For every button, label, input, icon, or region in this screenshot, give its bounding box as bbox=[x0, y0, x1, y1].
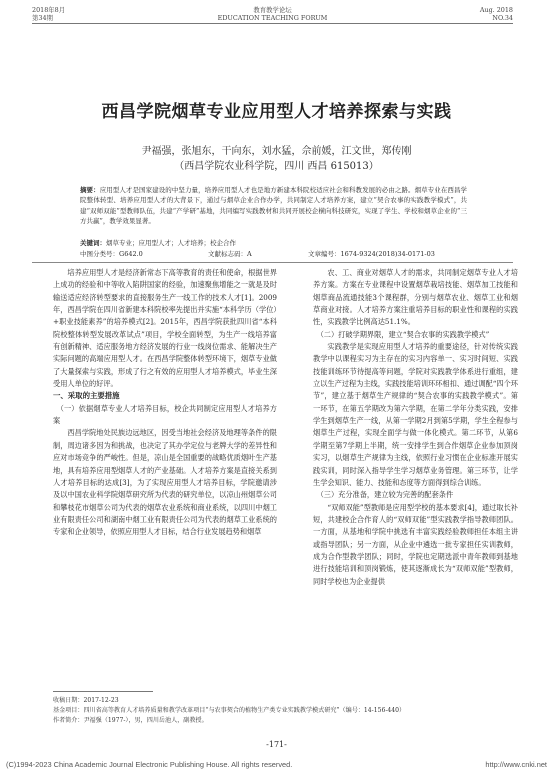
keywords-text: 烟草专业；应用型人才；人才培养；校企合作 bbox=[106, 239, 236, 247]
section-heading: 一、采取的主要措施 bbox=[53, 391, 120, 401]
body-paragraph: 培养应用型人才是经济新常态下高等教育的责任和使命，根据世界上成功的经验和中等收入陷阱国家的经验，加速聚焦增能之一就是及时输送适应经济转型要求的直接服务生产一线工作的技术人才[1]。2009年，西昌学院在四川省新建本科院校率先提出并实施“本科学历（学位）+职业技能素养”的培养模式[2]。2015年，西昌学院获批四川省“本科院校整体转型发展改革试点”项目，学校全面转型，为生产一线培养富有创新精神、适应服务地方经济发展的行业一线岗位需求、能解决生产实际问题的高端应用型人才。在西昌学院整体转型环境下，烟草专业做了大量探索与实践，形成了行之有效的应用型人才培养模式，毕业生深受用人单位的好评。 bbox=[53, 268, 277, 389]
header-center bbox=[32, 6, 513, 22]
body-paragraph: “双师双能”型教师是应用型学校的基本要求[4]，通过取长补短，共建校企合作育人的“双师双能”型实践教学指导教师团队。一方面，从基地和学院中挑选有丰富实践经验教师担任本组主讲或指导团队；另一方面，从企业中遴选一批专家担任实训教师，成为合作型教学团队；同时，学院也定期选派中青年教师到基地进行技能培训和顶岗锻炼，使其逐渐成长为“双师双能”型教师，同时学校也为企业提供 bbox=[313, 502, 518, 586]
meta-divider bbox=[32, 262, 513, 263]
body-paragraph: 农、工、商业对烟草人才的需求，共同制定烟草专业人才培养方案。方案在专业课程中设置烟草栽培技能、烟草加工技能和烟草商品流通技能3个课程群，分别与烟草农业、烟草工业和烟草商业对接。人才培养方案注重培养目标的职业性和课程的实践性，实践教学比例高达51.1%。 bbox=[313, 268, 518, 327]
header-divider bbox=[32, 23, 513, 24]
abstract-text: 应用型人才是国家建设的中坚力量，培养应用型人才也是地方新建本科院校适应社会和科教发展的必由之路。烟草专业在西昌学院整体转型、培养应用型人才的大背景下，通过与烟草企业合作办学，共同制定人才培养方案，建立“契合农事的实践教学模式”，共建“双师双能”型教师队伍，共建“产学研”基地，共同编写实践教材和共同开展校企横向科技研究，实现了学生、学校和烟草企业的“三方共赢”，教学效果显著。 bbox=[80, 186, 468, 225]
footnotes bbox=[53, 696, 513, 726]
clc-number: 中图分类号：G642.0 bbox=[80, 250, 143, 258]
abstract bbox=[80, 185, 467, 226]
header-right bbox=[480, 6, 513, 22]
author-bio: 作者简介：尹福强（1977-），男，四川岳池人，副教授。 bbox=[53, 717, 208, 724]
section-heading: （一）依据烟草专业人才培养目标，校企共同制定应用型人才培养方案 bbox=[53, 403, 277, 426]
article-title: 西昌学院烟草专业应用型人才培养探索与实践 bbox=[101, 102, 452, 122]
header-issue-en: NO.34 bbox=[492, 14, 513, 22]
keywords-label: 关键词： bbox=[80, 239, 106, 247]
copyright-line bbox=[6, 760, 547, 769]
body-paragraph: 西昌学院地处民族边远地区，因受当地社会经济及地理等条件的限制，周边诸多因为和挑战，也决定了其办学定位与老牌大学的差异性和应对市场竞争的严峻性。但是，凉山是全国重要的战略优质烟叶生产基地，具有培养应用型烟草人才的产业基础。人才培养方案是直接关系到人才培养目标的达成[3]，为了实现应用型人才培养目标，学院邀请涉及以中国农业科学院烟草研究所为代表的研究单位，以凉山州烟草公司和攀枝花市烟草公司为代表的烟草农业系统和商业系统，以四川中烟工业有限责任公司和湖南中烟工业有限责任公司为代表的烟草工业系统的专家和企业领导，依照应用型人才目标，结合行业发展趋势和烟草 bbox=[53, 428, 277, 537]
document-code: 文献标志码：A bbox=[208, 250, 252, 258]
header-issue-cn: 第34期 bbox=[32, 14, 53, 22]
abstract-label: 摘要： bbox=[80, 186, 100, 194]
body-paragraph: 实践教学是实现应用型人才培养的重要途径，针对传统实践教学中以课程实习为主存在的实习内容单一、实习时间短、实践技能训练环节待提高等问题，学院对实践教学体系进行重组，建立以生产过程为主线，实践技能培训环环相扣、通过调配“四个环节”，建立基于烟草生产规律的“契合农事的实践教学模式”。第一环节，在第五学期改为第六学期，在第二学年分类实践，安排学生到烟草生产一线，从第一学期2月到第5学期，学生全程参与烟草生产过程，实现全面学与做一体化模式。第二环节，从第6学期至第7学期上半期，统一安排学生到合作烟草企业参加顶岗实习，以烟草生产规律为主线，依照行业习惯在企业标准开展实践实训，同时深入指导学生学习烟草业务管理。第三环节，让学生学会知识、能力、技能和态度等方面得到综合训练。 bbox=[313, 342, 518, 487]
page-number: -171- bbox=[266, 740, 287, 749]
header-date-en: Aug. 2018 bbox=[479, 6, 513, 14]
copyright-text: (C)1994-2023 China Academic Journal Electronic Publishing House. All rights reserved. bbox=[6, 760, 293, 769]
body-column-left bbox=[53, 267, 277, 539]
article-number: 文章编号：1674-9324(2018)34-0171-03 bbox=[308, 250, 435, 258]
page-header bbox=[32, 6, 513, 34]
cnki-link[interactable]: http://www.cnki.net bbox=[485, 760, 547, 769]
journal-name-cn: 教育教学论坛 bbox=[253, 6, 292, 14]
header-date-cn: 2018年8月 bbox=[32, 6, 66, 14]
section-heading: （二）打破学期界限，建立“契合农事的实践教学模式” bbox=[316, 329, 490, 339]
journal-name-en: EDUCATION TEACHING FORUM bbox=[217, 14, 328, 22]
body-column-right bbox=[313, 267, 518, 588]
keywords bbox=[80, 238, 467, 248]
received-date: 收稿日期：2017-12-23 bbox=[53, 697, 119, 704]
funding-note: 基金项目：四川省高等教育人才培养质量和教学改革项目“与农事契合的植物生产类专业实践教学模式研究”（编号：14-156-440） bbox=[53, 707, 406, 714]
author-affiliation: （西昌学院农业科学院，四川 西昌 615013） bbox=[174, 161, 379, 172]
author-list: 尹福强，张旭东，干向东，刘水猛，佘前媛，江文世，郑传刚 bbox=[141, 146, 412, 157]
footnote-divider bbox=[53, 691, 153, 692]
section-heading: （三）充分准备，建立较为完善的配套条件 bbox=[316, 490, 454, 500]
